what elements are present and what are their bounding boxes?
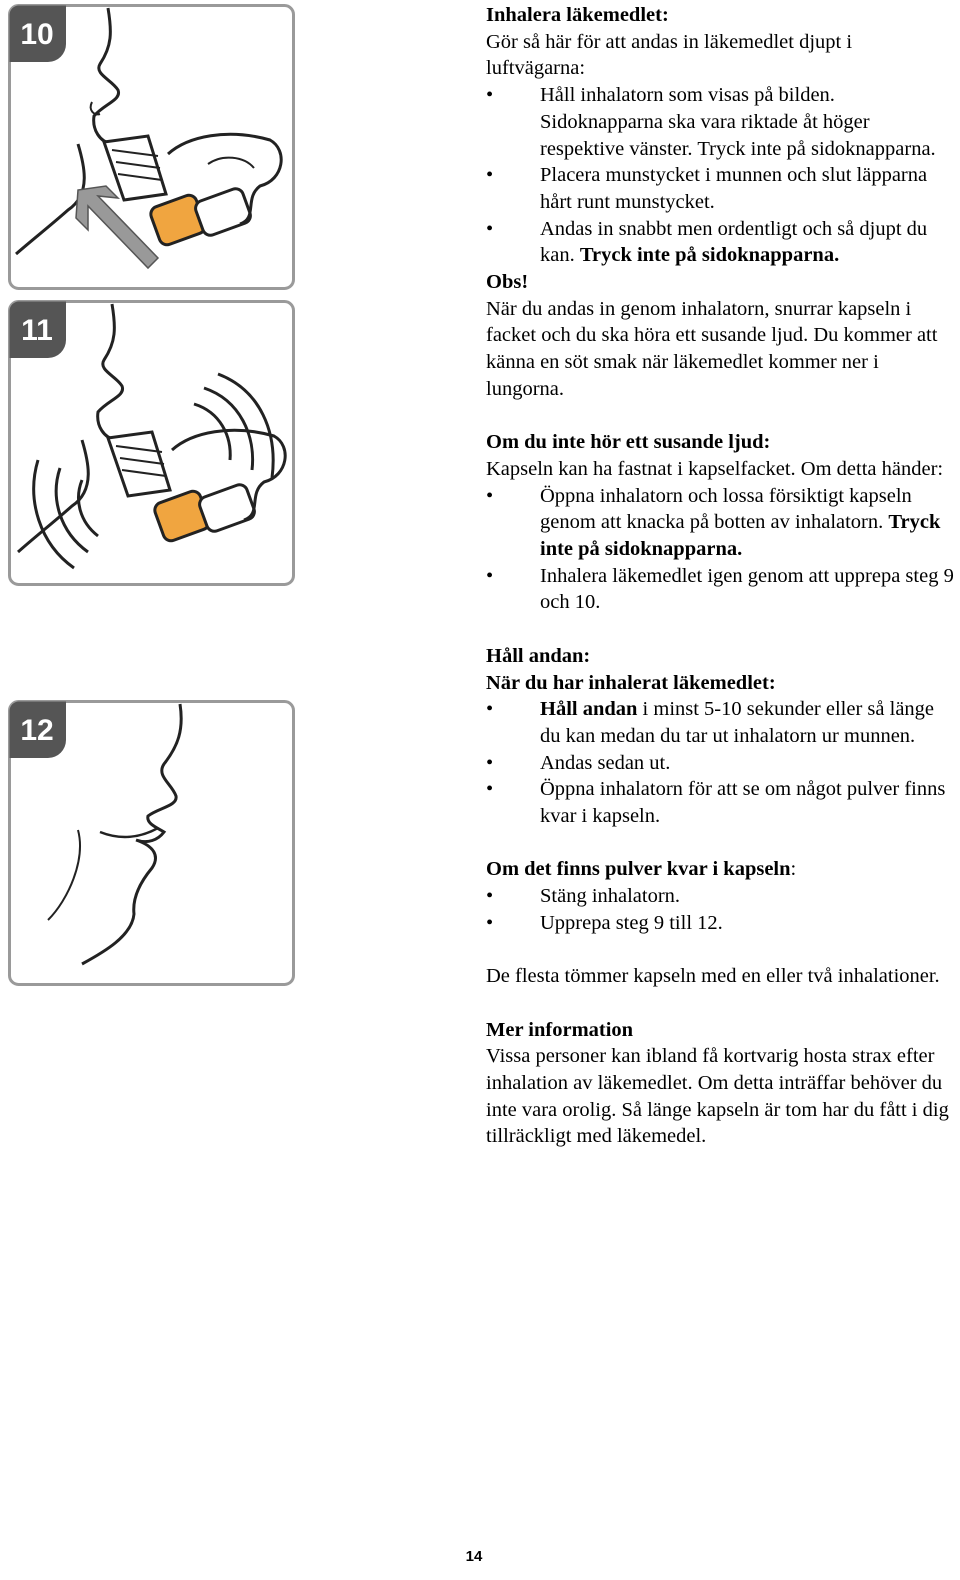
step-12-illustration <box>8 700 295 986</box>
inhale-list <box>486 82 956 269</box>
heading-colon: : <box>790 858 797 881</box>
step-11-illustration <box>8 300 295 586</box>
powder-left-heading-line <box>486 856 956 883</box>
list-item: • Öppna inhalatorn för att se om något pulver finns kvar i kapseln. <box>486 776 956 829</box>
list-item <box>486 216 956 269</box>
list-item <box>486 483 956 563</box>
no-sound-intro: Kapseln kan ha fastnat i kapselfacket. Om detta händer: <box>486 457 944 480</box>
no-sound-heading: Om du inte hör ett susande ljud: <box>486 431 771 454</box>
most-people-text: De flesta tömmer kapseln med en eller två inhalationer. <box>486 965 940 988</box>
list-item-text: i minst 5-10 sekunder eller så länge du kan medan du tar ut inhalatorn ur munnen. <box>540 698 935 747</box>
page-number: 14 <box>465 1548 483 1565</box>
instructions-column <box>486 2 956 1150</box>
inhale-intro: Gör så här för att andas in läkemedlet djupt i luftvägarna: <box>486 30 853 80</box>
list-item: • Inhalera läkemedlet igen genom att upprepa steg 9 och 10. <box>486 563 956 616</box>
list-item-text: Andas in snabbt men ordentligt och så djupt du kan. <box>540 217 928 267</box>
more-info-text: Vissa personer kan ibland få kortvarig hosta strax efter inhalation av läkemedlet. Om detta inträffar behöver du inte vara orolig. Så länge kapseln är tom har du fått i dig tillräckligt med läkemedel. <box>486 1045 949 1148</box>
powder-left-heading: Om det finns pulver kvar i kapseln <box>486 858 791 881</box>
hold-breath-heading: Håll andan: <box>486 644 591 667</box>
inhale-heading: Inhalera läkemedlet: <box>486 4 669 26</box>
hold-breath-list <box>486 696 956 830</box>
list-item: • Placera munstycket i munnen och slut läpparna hårt runt munstycket. <box>486 162 956 215</box>
list-item: • Upprepa steg 9 till 12. <box>486 910 956 937</box>
step-number: 10 <box>20 18 54 51</box>
list-item: • Stäng inhalatorn. <box>486 883 956 910</box>
list-item-text: Öppna inhalatorn och lossa försiktigt kapseln genom att knacka på botten av inhalatorn. <box>540 484 912 534</box>
list-item: • Håll inhalatorn som visas på bilden. Sidoknapparna ska vara riktade åt höger respektive vänster. Tryck inte på sidoknapparna. <box>486 82 956 162</box>
obs-heading: Obs! <box>486 271 529 294</box>
list-item <box>486 696 956 749</box>
hold-breath-subheading: När du har inhalerat läkemedlet: <box>486 671 776 694</box>
step-10-illustration <box>8 4 295 290</box>
step-number: 12 <box>20 714 54 747</box>
warning-text: Tryck inte på sidoknapparna. <box>540 511 941 561</box>
list-item: • Andas sedan ut. <box>486 750 956 777</box>
more-info-heading: Mer information <box>486 1018 634 1041</box>
emphasis-text: Håll andan <box>540 698 638 721</box>
powder-left-list <box>486 883 956 936</box>
obs-text: När du andas in genom inhalatorn, snurrar kapseln i facket och du ska höra ett susande ljud. Du kommer att känna en söt smak när läkemedlet kommer ner i lungorna. <box>486 297 938 400</box>
no-sound-list <box>486 483 956 617</box>
warning-text: Tryck inte på sidoknapparna. <box>579 244 840 267</box>
step-number: 11 <box>21 314 53 347</box>
